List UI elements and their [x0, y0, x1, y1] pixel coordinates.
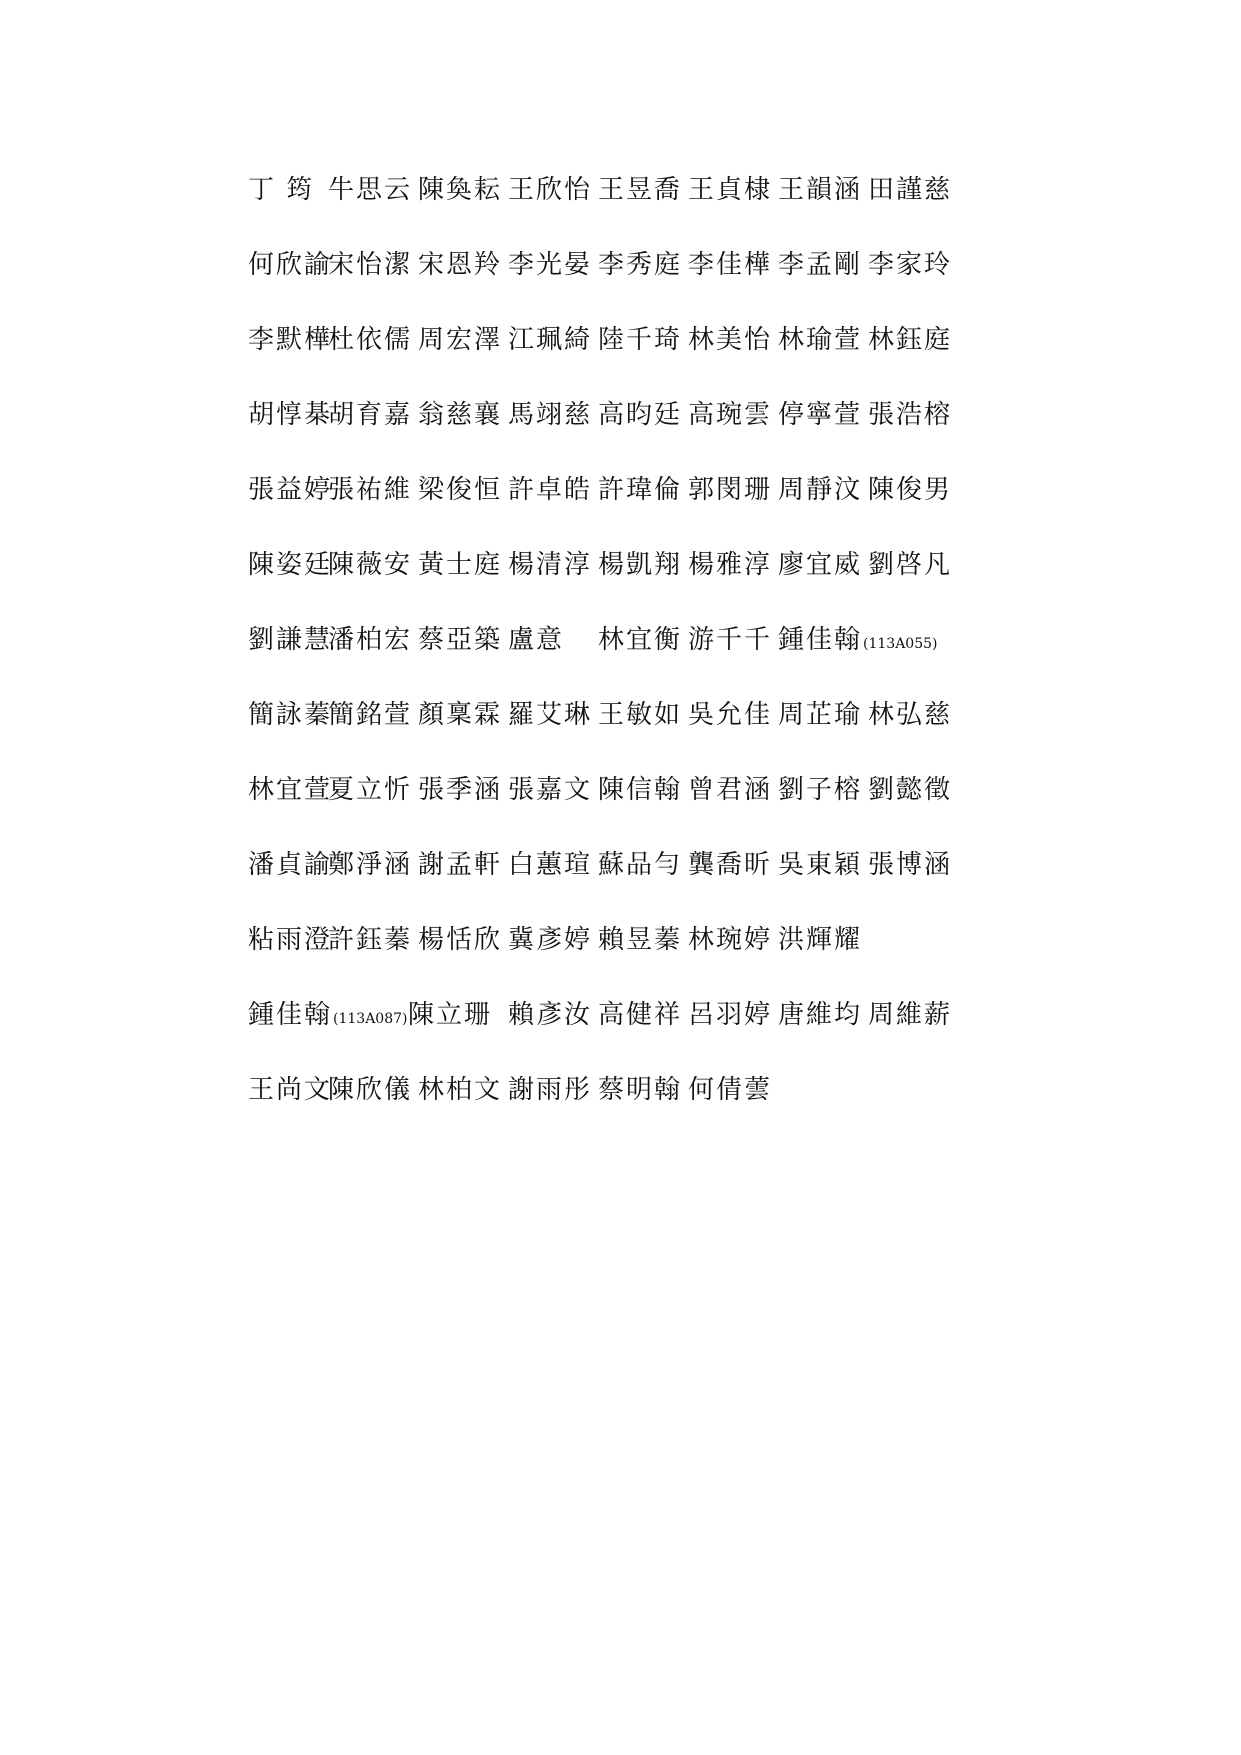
name-entry: 王欣怡: [508, 175, 593, 205]
name-entry: 林鈺庭: [868, 325, 953, 355]
name-entry: [248, 995, 408, 1035]
name-entry: 杜依儒: [328, 325, 413, 355]
name-list: [248, 170, 1048, 1145]
name-row: [248, 545, 1048, 620]
name-entry: 游千千: [688, 625, 773, 655]
name-entry: 陳姿廷: [248, 550, 333, 580]
name-entry: 龔喬昕: [688, 850, 773, 880]
name-entry: 洪輝耀: [778, 925, 863, 955]
name-entry: 張博涵: [868, 850, 953, 880]
name-entry: 田謹慈: [868, 175, 953, 205]
name-entry: 陳俊男: [868, 475, 953, 505]
name-entry: 劉啓凡: [868, 550, 953, 580]
name-entry: 林瑜萱: [778, 325, 863, 355]
name-entry: 楊清淳: [508, 550, 593, 580]
name-entry: 潘柏宏: [328, 625, 413, 655]
name-entry: 顏稟霖: [418, 700, 503, 730]
name-text: 鍾佳翰: [248, 1000, 333, 1030]
name-entry: 廖宜威: [778, 550, 863, 580]
name-entry: 王敏如: [598, 700, 683, 730]
name-entry: 胡惇棊: [248, 400, 333, 430]
name-entry: 許鈺蓁: [328, 925, 413, 955]
name-entry: 林弘慈: [868, 700, 953, 730]
name-entry: 李佳樺: [688, 250, 773, 280]
name-entry: 江珮綺: [508, 325, 593, 355]
name-entry: 高琬雲: [688, 400, 773, 430]
name-row: [248, 920, 1048, 995]
name-entry: 陳信翰: [598, 775, 683, 805]
name-entry: 王貞棣: [688, 175, 773, 205]
name-entry: 賴彥汝: [508, 1000, 593, 1030]
name-entry: 楊恬欣: [418, 925, 503, 955]
name-entry: 丁 筠: [248, 175, 315, 205]
name-row: [248, 845, 1048, 920]
name-entry: 李家玲: [868, 250, 953, 280]
name-row: [248, 320, 1048, 395]
name-entry: 林柏文: [418, 1075, 503, 1105]
name-entry: 蘇品勻: [598, 850, 683, 880]
name-entry: 劉謙慧: [248, 625, 333, 655]
name-entry: 蔡亞築: [418, 625, 503, 655]
name-entry: 賴昱蓁: [598, 925, 683, 955]
name-row: [248, 995, 1048, 1070]
name-entry: 白蕙瑄: [508, 850, 593, 880]
name-entry: 李孟剛: [778, 250, 863, 280]
name-text: 鍾佳翰: [778, 625, 863, 655]
name-entry: 陳奐耘: [418, 175, 503, 205]
name-entry: 李默樺: [248, 325, 333, 355]
name-entry: 高健祥: [598, 1000, 683, 1030]
name-entry: 周芷瑜: [778, 700, 863, 730]
name-entry: 周維薪: [868, 1000, 953, 1030]
name-row: [248, 245, 1048, 320]
name-entry: 王昱喬: [598, 175, 683, 205]
name-entry: 牛思云: [328, 175, 413, 205]
name-entry: 楊凱翔: [598, 550, 683, 580]
name-entry: 黃士庭: [418, 550, 503, 580]
name-entry: 陳欣儀: [328, 1075, 413, 1105]
name-entry: 吳東穎: [778, 850, 863, 880]
name-entry: [778, 620, 938, 660]
name-entry: 劉子榕: [778, 775, 863, 805]
name-entry: 王韻涵: [778, 175, 863, 205]
name-entry: 宋恩羚: [418, 250, 503, 280]
name-row: [248, 395, 1048, 470]
name-entry: 張益婷: [248, 475, 333, 505]
name-entry: 林宜萱: [248, 775, 333, 805]
name-entry: 周靜汶: [778, 475, 863, 505]
name-entry: 何倩蕓: [688, 1075, 773, 1105]
name-entry: 張季涵: [418, 775, 503, 805]
name-note: (113A087): [333, 1011, 408, 1027]
name-entry: 高昀廷: [598, 400, 683, 430]
name-note: (113A055): [863, 636, 938, 652]
name-entry: 王尚文: [248, 1075, 333, 1105]
name-entry: 陸千琦: [598, 325, 683, 355]
name-entry: 林美怡: [688, 325, 773, 355]
name-entry: 郭閔珊: [688, 475, 773, 505]
name-entry: 呂羽婷: [688, 1000, 773, 1030]
name-entry: 鄭淨涵: [328, 850, 413, 880]
name-row: [248, 170, 1048, 245]
name-entry: 潘貞諭: [248, 850, 333, 880]
name-entry: 梁俊恒: [418, 475, 503, 505]
name-entry: 宋怡潔: [328, 250, 413, 280]
name-entry: 蔡明翰: [598, 1075, 683, 1105]
name-entry: 馬翊慈: [508, 400, 593, 430]
name-entry: 許瑋倫: [598, 475, 683, 505]
name-entry: 謝雨彤: [508, 1075, 593, 1105]
name-entry: 張浩榕: [868, 400, 953, 430]
name-entry: 唐維均: [778, 1000, 863, 1030]
name-entry: 簡詠蓁: [248, 700, 333, 730]
name-row: [248, 695, 1048, 770]
name-entry: 楊雅淳: [688, 550, 773, 580]
name-entry: 停寧萱: [778, 400, 863, 430]
name-entry: 張祐維: [328, 475, 413, 505]
name-entry: 盧意: [508, 625, 565, 655]
name-entry: 張嘉文: [508, 775, 593, 805]
name-row: [248, 470, 1048, 545]
name-entry: 夏立忻: [328, 775, 413, 805]
name-entry: 林琬婷: [688, 925, 773, 955]
name-entry: 謝孟軒: [418, 850, 503, 880]
name-entry: 羅艾琳: [508, 700, 593, 730]
name-entry: 何欣諭: [248, 250, 333, 280]
name-entry: 周宏澤: [418, 325, 503, 355]
name-entry: 粘雨澄: [248, 925, 333, 955]
name-entry: 李秀庭: [598, 250, 683, 280]
name-entry: 李光晏: [508, 250, 593, 280]
name-entry: 胡育嘉: [328, 400, 413, 430]
name-row: [248, 1070, 1048, 1145]
name-entry: 陳薇安: [328, 550, 413, 580]
name-entry: 曾君涵: [688, 775, 773, 805]
name-entry: 許卓皓: [508, 475, 593, 505]
name-entry: 劉懿徵: [868, 775, 953, 805]
name-entry: 冀彥婷: [508, 925, 593, 955]
name-entry: 吳允佳: [688, 700, 773, 730]
name-entry: 簡銘萱: [328, 700, 413, 730]
name-entry: 翁慈襄: [418, 400, 503, 430]
name-entry: 林宜衡: [598, 625, 683, 655]
name-entry: 陳立珊: [408, 1000, 493, 1030]
name-row: [248, 620, 1048, 695]
name-row: [248, 770, 1048, 845]
